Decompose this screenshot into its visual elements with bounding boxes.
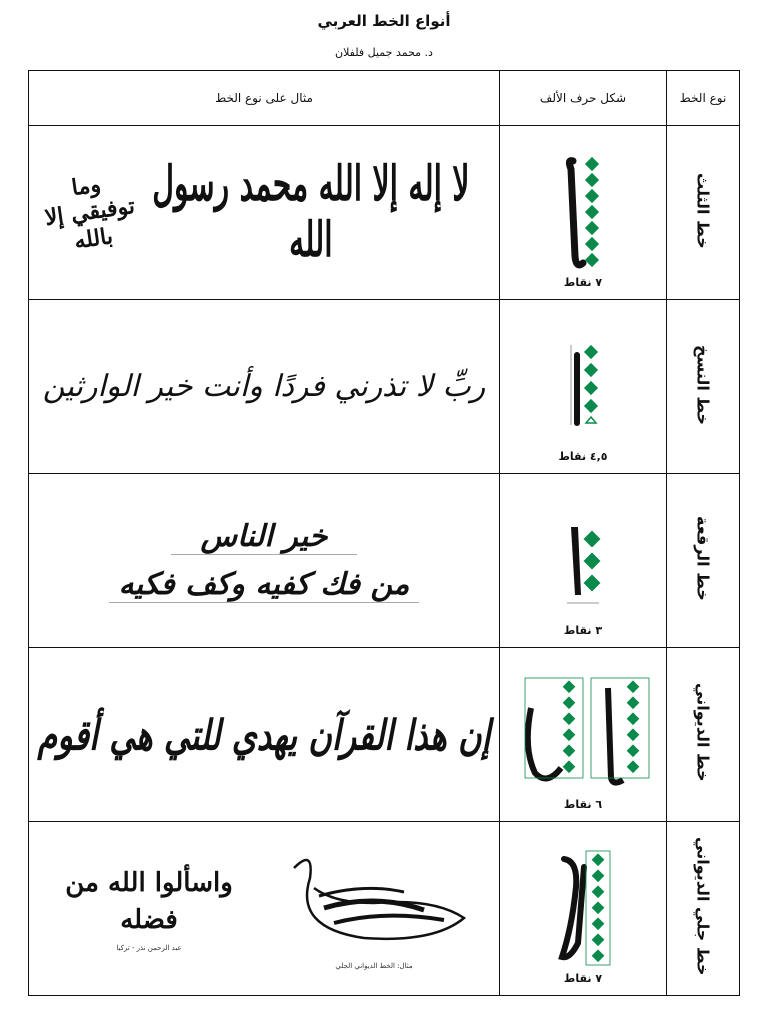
type-cell — [667, 648, 740, 822]
alef-cell — [500, 300, 667, 474]
table-row — [29, 648, 740, 822]
example-line2: من فك كفيه وكف فكيه — [109, 567, 420, 603]
alef-cell — [500, 822, 667, 996]
alef-naskh-figure — [553, 325, 613, 450]
author-line: د. محمد جميل فلفلان — [335, 46, 433, 59]
table-row — [29, 822, 740, 996]
alef-cell — [500, 648, 667, 822]
type-cell — [667, 126, 740, 300]
header-alef: شكل حرف الألف — [500, 71, 667, 126]
type-label: خط النسخ — [693, 344, 713, 425]
table-row — [29, 300, 740, 474]
example-cell — [29, 474, 500, 648]
example-cell — [29, 300, 500, 474]
alef-thuluth-figure — [553, 151, 613, 276]
type-label: خط جلي الديواني — [693, 837, 713, 976]
example-line1: خير الناس — [171, 519, 358, 555]
points-label: ٤,٥ نقاط — [558, 450, 608, 464]
points-label: ٧ نقاط — [563, 276, 603, 290]
table-row — [29, 474, 740, 648]
type-label: خط الديواني — [693, 683, 713, 782]
type-label: خط الرقعة — [693, 516, 713, 602]
example-main: ربِّ لا تذرني فردًا وأنت خير الوارثين — [42, 369, 486, 405]
header-example: مثال على نوع الخط — [29, 71, 500, 126]
type-cell — [667, 474, 740, 648]
example-side: وما توفيقي إلا بالله — [43, 171, 137, 255]
example-main: إن هذا القرآن يهدي للتي هي أقوم — [37, 709, 491, 760]
caption-b: عبد الرحمن نذر - تركيا — [116, 943, 182, 952]
alef-ruqah-figure — [553, 499, 613, 624]
alef-diwani-figure — [513, 668, 653, 798]
example-cell — [29, 126, 500, 300]
type-label: خط الثلث — [693, 172, 713, 249]
type-cell — [667, 300, 740, 474]
type-cell — [667, 822, 740, 996]
jali-diwani-composition — [274, 848, 474, 958]
alef-cell — [500, 126, 667, 300]
example-cell — [29, 822, 500, 996]
page-title: أنواع الخط العربي — [317, 12, 451, 30]
example-cell — [29, 648, 500, 822]
example-main: لا إله إلا الله محمد رسول الله — [152, 156, 470, 269]
alef-jali-diwani-figure — [548, 847, 618, 972]
points-label: ٧ نقاط — [563, 972, 603, 985]
points-label: ٦ نقاط — [563, 798, 603, 812]
example-left: واسألوا الله من فضله — [65, 868, 233, 935]
header-type: نوع الخط — [667, 71, 740, 126]
caption-a: مثال: الخط الديواني الجلي — [335, 961, 413, 970]
table-row — [29, 126, 740, 300]
calligraphy-table — [28, 70, 740, 996]
points-label: ٣ نقاط — [563, 624, 603, 638]
alef-cell — [500, 474, 667, 648]
table-header-row — [29, 71, 740, 126]
